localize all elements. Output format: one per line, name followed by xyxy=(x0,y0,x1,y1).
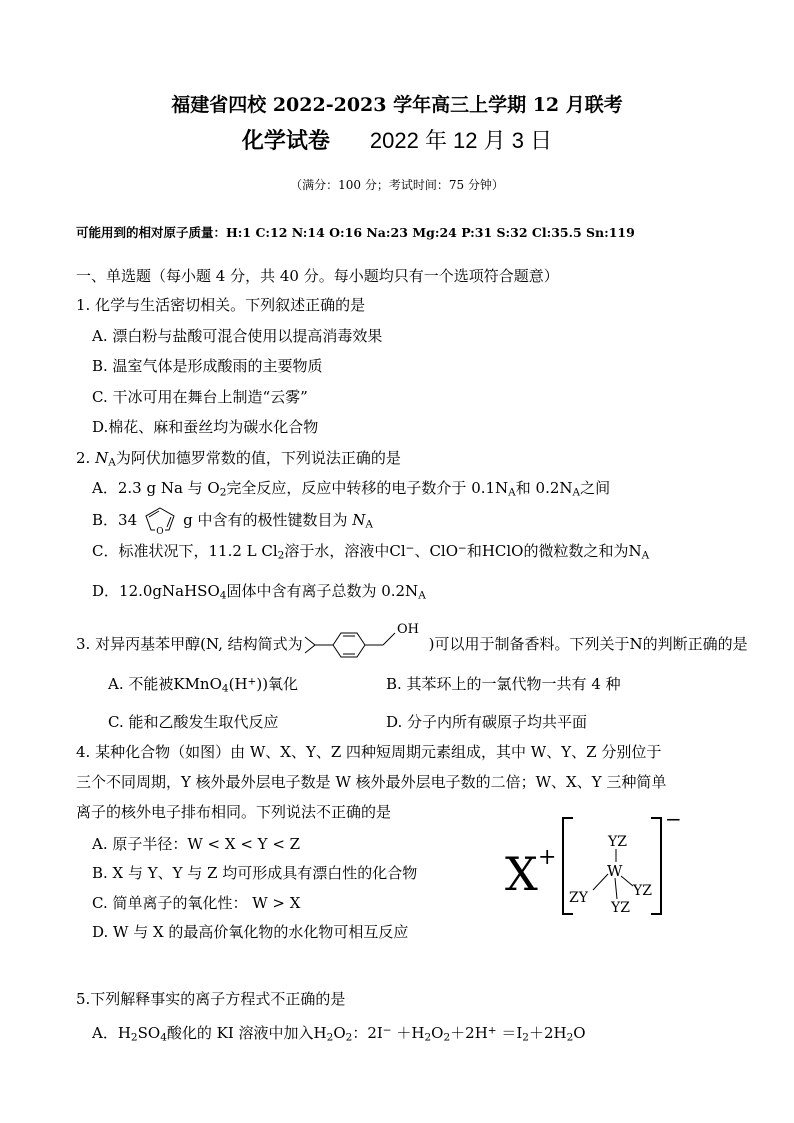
compound-structure-figure xyxy=(505,812,695,922)
question-1-option-a: A. 漂白粉与盐酸可混合使用以提高消毒效果 xyxy=(92,327,383,345)
question-2-option-b: B．34 O g 中含有的极性键数目为 $N_A$ xyxy=(92,505,373,535)
question-1-option-b: B. 温室气体是形成酸雨的主要物质 xyxy=(92,357,323,375)
question-2-option-a: A．2.3 g Na 与 $O_2$完全反应，反应中转移的电子数介于 $0.1N_A$和 $0.2N_A$之间 xyxy=(92,479,611,499)
exam-info: （满分：100 分；考试时间：75 分钟） xyxy=(290,178,504,192)
question-2-option-c: C．标准状况下，11.2 L $Cl_2$溶于水，溶液中Cl−、ClO−和HClO的微粒数之和为$N_A$ xyxy=(92,542,650,562)
svg-text:X: X xyxy=(505,847,538,901)
question-2-stem: 2. $N_A$为阿伏加德罗常数的值，下列说法正确的是 xyxy=(76,449,401,469)
svg-text:YZ: YZ xyxy=(633,883,652,899)
question-4-option-c: C. 简单离子的氧化性： W > X xyxy=(92,894,301,912)
svg-text:W: W xyxy=(607,862,623,880)
benzyl-alcohol-structure-icon xyxy=(303,623,429,663)
exam-title: 福建省四校 2022-2023 学年高三上学期 12 月联考 xyxy=(171,94,623,116)
question-3-stem: 3. 对异丙基苯甲醇(N, 结构简式为 OH )可以用于制备香料。下列关于N的判断正确的是 xyxy=(76,623,748,663)
atomic-masses: 可能用到的相对原子质量：H:1 C:12 N:14 O:16 Na:23 Mg:24 P:31 S:32 Cl:35.5 Sn:119 xyxy=(76,225,635,240)
question-5-stem: 5.下列解释事实的离子方程式不正确的是 xyxy=(76,990,346,1008)
question-4-option-a: A. 原子半径：W < X < Y < Z xyxy=(92,835,301,853)
question-1-option-d: D.棉花、麻和蚕丝均为碳水化合物 xyxy=(92,418,319,436)
question-4-stem-line-1: 4. 某种化合物（如图）由 W、X、Y、Z 四种短周期元素组成，其中 W、Y、Z 分别位于 xyxy=(76,743,662,761)
svg-text:OH: OH xyxy=(396,623,419,637)
question-3-option-b: B. 其苯环上的一氯代物一共有 4 种 xyxy=(386,675,621,693)
question-3-option-a: A. 不能被KMnO$_4$(H+))氧化 xyxy=(108,675,299,695)
svg-text:+: + xyxy=(538,845,557,870)
question-4-option-b: B. X 与 Y、Y 与 Z 均可形成具有漂白性的化合物 xyxy=(92,864,418,882)
subject-label: 化学试卷 xyxy=(241,128,330,154)
exam-subtitle xyxy=(0,124,794,155)
svg-text:YZ: YZ xyxy=(608,834,627,850)
furan-structure-icon xyxy=(139,505,181,535)
question-3-option-c: C. 能和乙酸发生取代反应 xyxy=(108,713,279,731)
svg-text:O: O xyxy=(156,527,164,535)
exam-date: 2022 年 12 月 3 日 xyxy=(369,128,553,153)
question-1-option-c: C. 干冰可用在舞台上制造“云雾” xyxy=(92,388,308,406)
question-1-stem: 1. 化学与生活密切相关。下列叙述正确的是 xyxy=(76,296,366,314)
svg-text:YZ: YZ xyxy=(611,900,630,916)
question-2-option-d: D．12.0gNaHSO$_4$固体中含有离子总数为 $0.2N_A$ xyxy=(92,582,426,602)
svg-text:−: − xyxy=(665,812,682,831)
question-3-option-d: D. 分子内所有碳原子均共平面 xyxy=(386,713,588,731)
question-4-option-d: D. W 与 X 的最高价氧化物的水化物可相互反应 xyxy=(92,923,409,941)
question-5-option-a: A．$H_2SO_4$酸化的 KI 溶液中加入$H_2O_2$：$2I^- +H_2O_2+2H^+ =I_2+2H_2O$ xyxy=(92,1024,586,1044)
question-4-stem-line-3: 离子的核外电子排布相同。下列说法不正确的是 xyxy=(76,803,392,821)
svg-text:ZY: ZY xyxy=(569,890,588,906)
question-4-stem-line-2: 三个不同周期，Y 核外最外层电子数是 W 核外最外层电子数的二倍；W、X、Y 三种简单 xyxy=(76,773,667,791)
section-heading: 一、单选题（每小题 4 分，共 40 分。每小题均只有一个选项符合题意） xyxy=(76,267,559,285)
